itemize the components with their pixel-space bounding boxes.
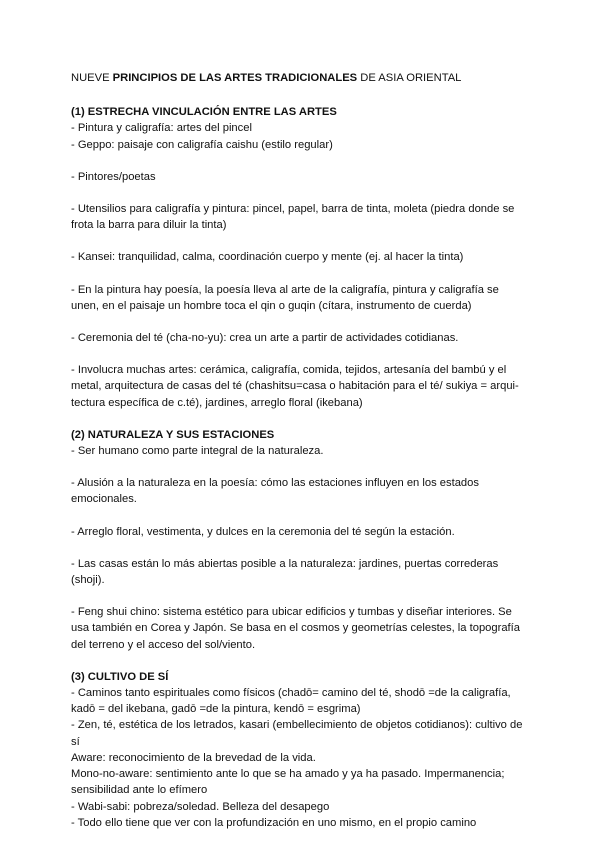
paragraph — [71, 120, 541, 152]
paragraph — [71, 685, 541, 831]
text-line: sensibilidad ante lo efímero — [71, 784, 208, 797]
text-line: - Caminos tanto espirituales como físicos (chadō= camino del té, shodō =de la caligrafía, — [71, 687, 511, 700]
text-line: kadō = del ikebana, gadō =de la pintura, kendō = esgrima) — [71, 703, 361, 716]
section-heading: (2) NATURALEZA Y SUS ESTACIONES — [71, 428, 275, 441]
text-line: - En la pintura hay poesía, la poesía lleva al arte de la caligrafía, pintura y caligrafía se — [71, 283, 499, 296]
paragraph — [71, 201, 541, 233]
paragraph — [71, 443, 541, 459]
paragraph — [71, 282, 541, 314]
text-line: frota la barra para diluir la tinta) — [71, 219, 227, 232]
text-line: - Todo ello tiene que ver con la profundización en uno mismo, en el propio camino — [71, 816, 477, 829]
sections-container — [71, 104, 541, 831]
text-line: sí — [71, 735, 80, 748]
text-line: tectura específica de c.té), jardines, arreglo floral (ikebana) — [71, 396, 363, 409]
text-line: metal, arquitectura de casas del té (chashitsu=casa o habitación para el té/ sukiya = arqui- — [71, 380, 519, 393]
text-line: del terreno y el acceso del sol/viento. — [71, 638, 256, 651]
section-heading: (1) ESTRECHA VINCULACIÓN ENTRE LAS ARTES — [71, 106, 337, 119]
text-line: - Feng shui chino: sistema estético para ubicar edificios y tumbas y diseñar interiores. Se — [71, 606, 512, 619]
text-line: usa también en Corea y Japón. Se basa en el cosmos y geometrías celestes, la topografía — [71, 622, 520, 635]
text-line: - Ceremonia del té (cha-no-yu): crea un arte a partir de actividades cotidianas. — [71, 332, 459, 345]
paragraph — [71, 604, 541, 653]
text-line: - Ser humano como parte integral de la naturaleza. — [71, 445, 324, 458]
section-2 — [71, 427, 541, 653]
text-line: - Las casas están lo más abiertas posible a la naturaleza: jardines, puertas correderas — [71, 557, 499, 570]
document-title — [71, 70, 541, 86]
paragraph — [71, 169, 541, 185]
text-line: - Zen, té, estética de los letrados, kasari (embellecimiento de objetos cotidianos): cultivo de — [71, 719, 523, 732]
document-page — [71, 70, 541, 847]
text-line: unen, en el paisaje un hombre toca el qin o guqin (cítara, instrumento de cuerda) — [71, 299, 472, 312]
text-line: - Pintores/poetas — [71, 170, 156, 183]
paragraph — [71, 249, 541, 265]
text-line: - Alusión a la naturaleza en la poesía: cómo las estaciones influyen en los estados — [71, 477, 479, 490]
text-line: (shoji). — [71, 574, 105, 587]
title-prefix: NUEVE — [71, 72, 113, 84]
section-heading: (3) CULTIVO DE SÍ — [71, 670, 169, 683]
section-3 — [71, 669, 541, 831]
text-line: - Geppo: paisaje con caligrafía caishu (estilo regular) — [71, 138, 333, 151]
title-suffix: DE ASIA ORIENTAL — [357, 72, 462, 84]
text-line: - Wabi-sabi: pobreza/soledad. Belleza del desapego — [71, 800, 330, 813]
paragraph — [71, 330, 541, 346]
text-line: Mono-no-aware: sentimiento ante lo que se ha amado y ya ha pasado. Impermanencia; — [71, 768, 505, 781]
text-line: - Utensilios para caligrafía y pintura: pincel, papel, barra de tinta, moleta (piedra donde se — [71, 203, 515, 216]
paragraph — [71, 524, 541, 540]
text-line: - Involucra muchas artes: cerámica, caligrafía, comida, tejidos, artesanía del bambú y el — [71, 364, 507, 377]
paragraph — [71, 556, 541, 588]
text-line: emocionales. — [71, 493, 137, 506]
paragraph — [71, 362, 541, 411]
paragraph — [71, 475, 541, 507]
title-bold: PRINCIPIOS DE LAS ARTES TRADICIONALES — [112, 72, 358, 84]
text-line: Aware: reconocimiento de la brevedad de la vida. — [71, 751, 316, 764]
section-1 — [71, 104, 541, 411]
text-line: - Kansei: tranquilidad, calma, coordinación cuerpo y mente (ej. al hacer la tinta) — [71, 251, 464, 264]
text-line: - Pintura y caligrafía: artes del pincel — [71, 122, 252, 135]
text-line: - Arreglo floral, vestimenta, y dulces en la ceremonia del té según la estación. — [71, 525, 455, 538]
